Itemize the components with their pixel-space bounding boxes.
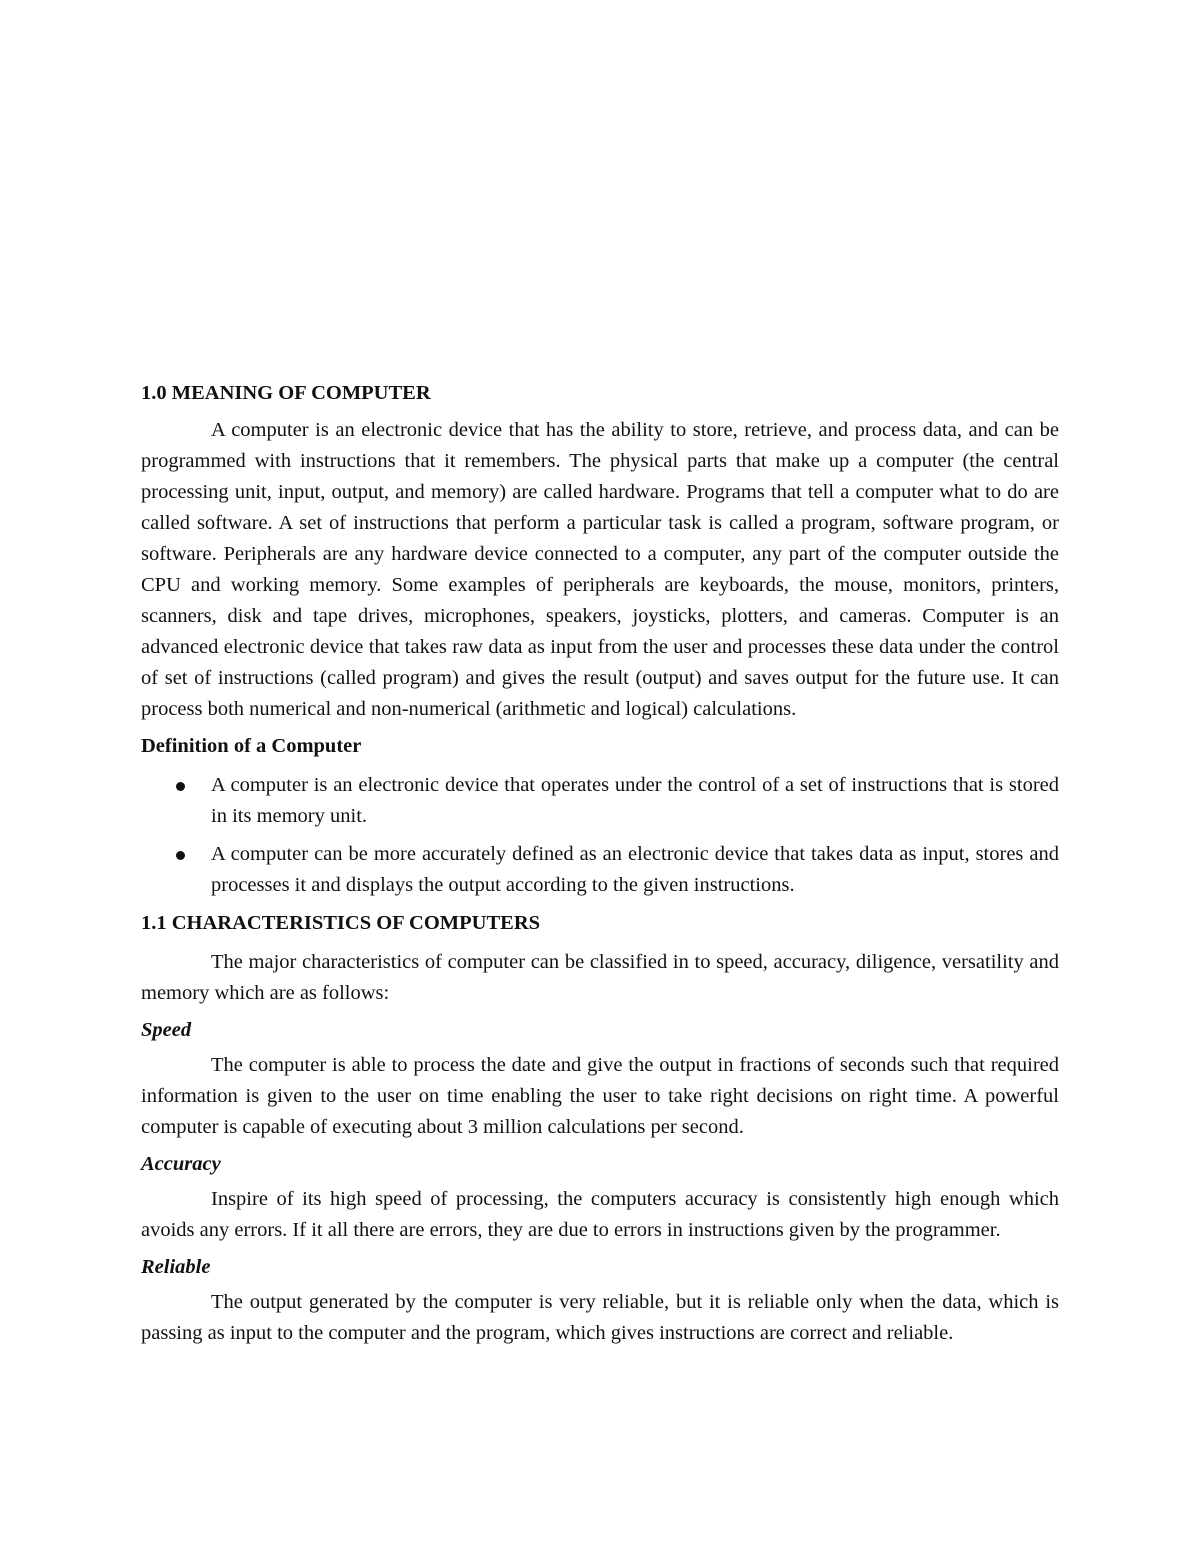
definition-item — [141, 770, 1059, 832]
speed-heading: Speed — [141, 1019, 192, 1041]
section-heading-meaning: 1.0 MEANING OF COMPUTER — [141, 382, 431, 404]
speed-paragraph: The computer is able to process the date and give the output in fractions of seconds such that required information is given to the user on time enabling the user to take right decisions on right time. A powerful computer is capable of executing about 3 million calculations per second. — [141, 1054, 1059, 1138]
definition-heading: Definition of a Computer — [141, 735, 362, 757]
reliable-heading: Reliable — [141, 1256, 211, 1278]
definition-item — [141, 839, 1059, 901]
document-page — [141, 378, 1059, 1349]
accuracy-heading: Accuracy — [141, 1153, 221, 1175]
accuracy-paragraph: Inspire of its high speed of processing, the computers accuracy is consistently high enough which avoids any errors. If it all there are errors, they are due to errors in instructions given by the programmer. — [141, 1188, 1059, 1241]
bullet-icon — [176, 782, 185, 791]
definition-text: A computer can be more accurately defined as an electronic device that takes data as input, stores and processes it and displays the output according to the given instructions. — [211, 843, 1059, 896]
definition-list — [141, 770, 1059, 901]
definition-text: A computer is an electronic device that operates under the control of a set of instructions that is stored in its memory unit. — [211, 774, 1059, 827]
section-heading-characteristics: 1.1 CHARACTERISTICS OF COMPUTERS — [141, 912, 541, 934]
characteristics-paragraph: The major characteristics of computer can be classified in to speed, accuracy, diligence, versatility and memory which are as follows: — [141, 951, 1059, 1004]
meaning-paragraph: A computer is an electronic device that has the ability to store, retrieve, and process data, and can be programmed with instructions that it remembers. The physical parts that make up a computer (the central processing unit, input, output, and memory) are called hardware. Programs that tell a computer what to do are called software. A set of instructions that perform a particular task is called a program, software program, or software. Peripherals are any hardware device connected to a computer, any part of the computer outside the CPU and working memory. Some examples of peripherals are keyboards, the mouse, monitors, printers, scanners, disk and tape drives, microphones, speakers, joysticks, plotters, and cameras. Computer is an advanced electronic device that takes raw data as input from the user and processes these data under the control of set of instructions (called program) and gives the result (output) and saves output for the future use. It can process both numerical and non-numerical (arithmetic and logical) calculations. — [141, 419, 1059, 720]
reliable-paragraph: The output generated by the computer is very reliable, but it is reliable only when the data, which is passing as input to the computer and the program, which gives instructions are correct and reliable. — [141, 1291, 1059, 1344]
bullet-icon — [176, 851, 185, 860]
